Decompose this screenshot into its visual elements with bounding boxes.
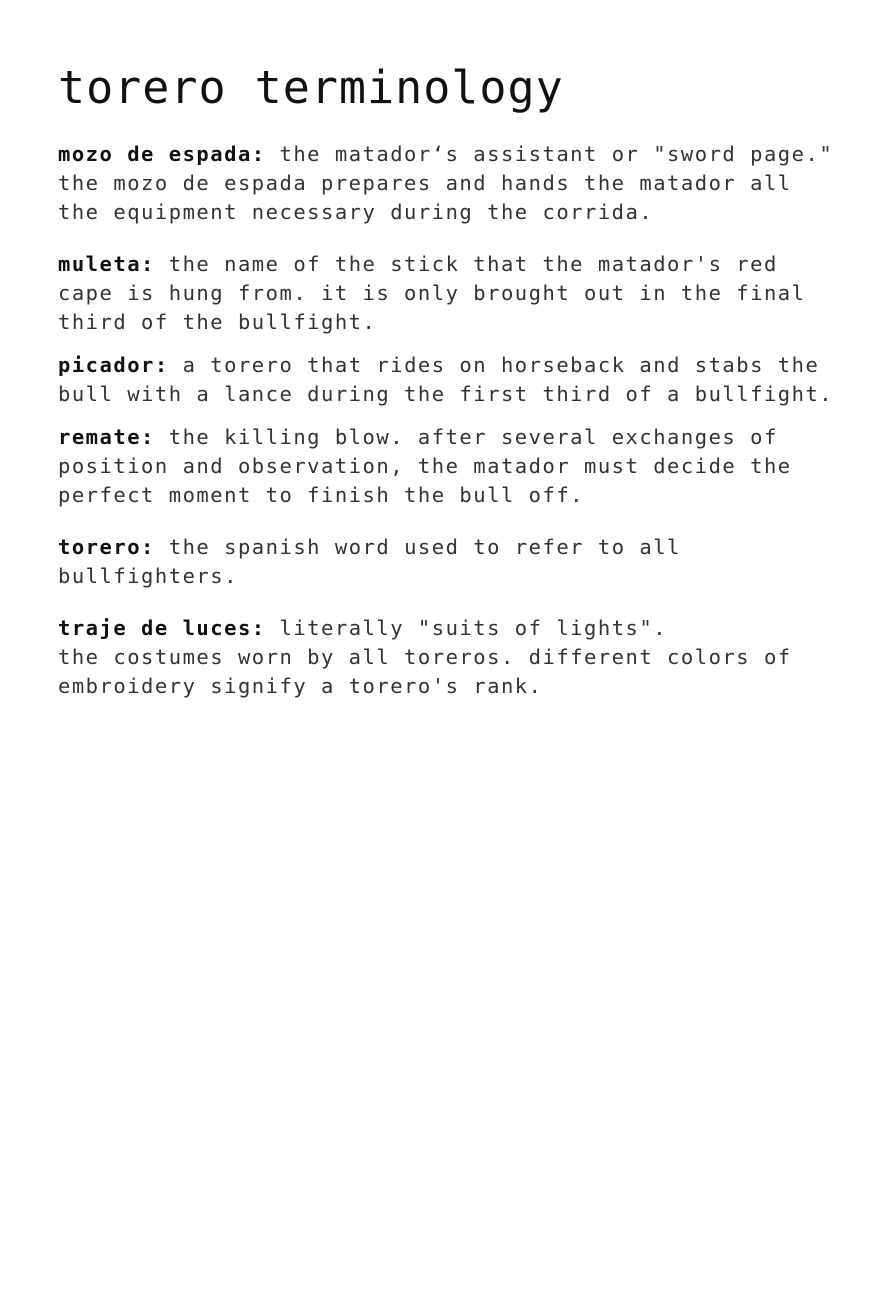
glossary-definition-line: embroidery signify a torero's rank. [58,674,543,698]
glossary-definition-line: the spanish word used to refer to all [154,535,681,559]
glossary-entry-mozo-de-espada [58,140,878,227]
glossary-entry-torero [58,533,878,591]
glossary-definition-line: the matador‘s assistant or "sword page." [265,142,834,166]
glossary-definition-line: bull with a lance during the first third of a bullfight. [58,382,834,406]
glossary-definition-line: the killing blow. after several exchanges of [154,425,778,449]
glossary-list [58,140,878,701]
glossary-term: mozo de espada: [58,142,266,166]
glossary-entry-muleta [58,250,878,337]
glossary-term: muleta: [58,252,155,276]
glossary-entry-remate [58,423,878,510]
glossary-term: remate: [58,425,155,449]
glossary-term: torero: [58,535,155,559]
glossary-definition-line: a torero that rides on horseback and stabs the [168,353,820,377]
glossary-definition-line: the name of the stick that the matador's red [154,252,778,276]
glossary-definition-line: perfect moment to finish the bull off. [58,483,584,507]
glossary-definition-line: bullfighters. [58,564,238,588]
glossary-definition-line: third of the bullfight. [58,310,377,334]
glossary-definition-line: the equipment necessary during the corrida. [58,200,654,224]
glossary-entry-traje-de-luces [58,614,878,701]
document-page [58,58,878,701]
glossary-term: traje de luces: [58,616,266,640]
page-title: torero terminology [58,61,564,114]
glossary-definition-line: position and observation, the matador must decide the [58,454,792,478]
glossary-definition-line: the costumes worn by all toreros. different colors of [58,645,792,669]
glossary-term: picador: [58,353,169,377]
glossary-entry-picador [58,351,878,409]
glossary-definition-line: literally "suits of lights". [265,616,668,640]
glossary-definition-line: cape is hung from. it is only brought out in the final [58,281,806,305]
glossary-definition-line: the mozo de espada prepares and hands the matador all [58,171,792,195]
